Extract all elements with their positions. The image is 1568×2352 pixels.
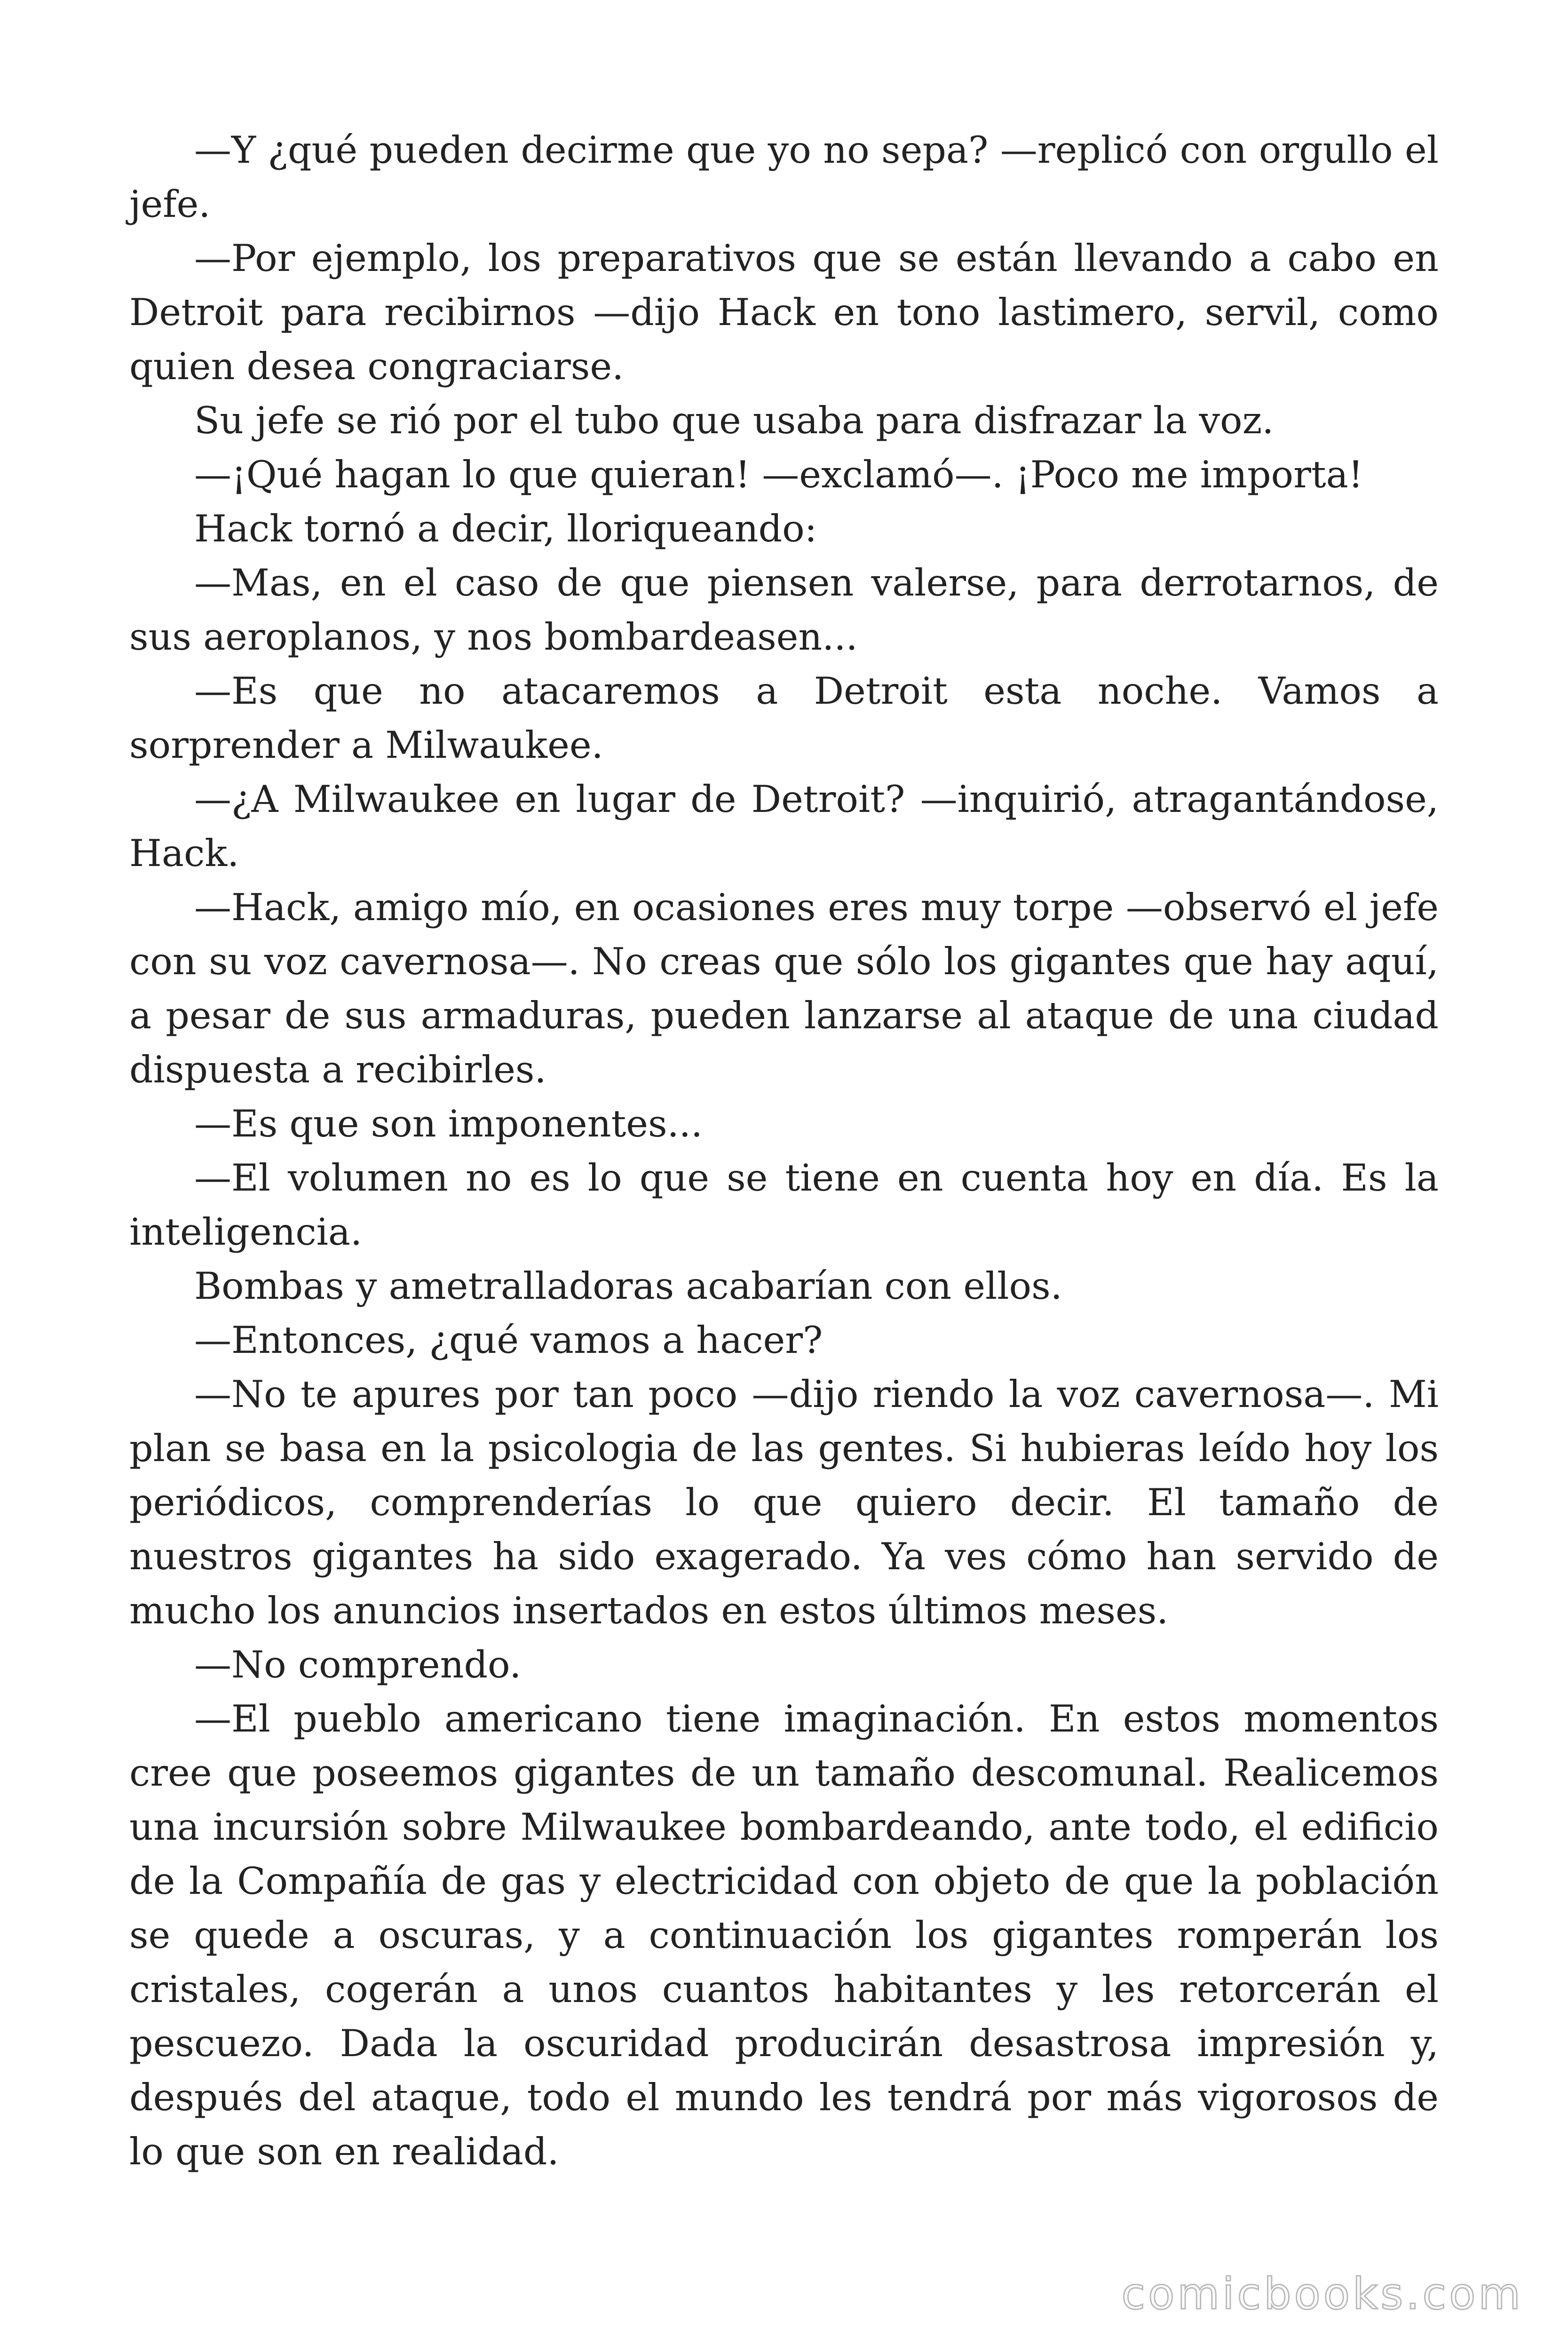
paragraph: —Es que no atacaremos a Detroit esta noche. Vamos a sorprender a Milwaukee. xyxy=(129,669,1439,767)
paragraph: —Es que son imponentes... xyxy=(194,1102,703,1145)
paragraph: —Mas, en el caso de que piensen valerse, para derrotarnos, de sus aeroplanos, y nos bombardeasen... xyxy=(129,561,1439,659)
page-text xyxy=(129,123,1439,2179)
paragraph: —No te apures por tan poco —dijo riendo la voz cavernosa—. Mi plan se basa en la psicologia de las gentes. Si hubieras leído hoy los periódicos, comprenderías lo que quiero decir. El tamaño de nuestros gigantes ha sido exagerado. Ya ves cómo han servido de mucho los anuncios insertados en estos últimos meses. xyxy=(129,1373,1439,1632)
paragraph: —Hack, amigo mío, en ocasiones eres muy torpe —observó el jefe con su voz cavernosa—. No creas que sólo los gigantes que hay aquí, a pesar de sus armaduras, pueden lanzarse al ataque de una ciudad dispuesta a recibirles. xyxy=(129,886,1439,1091)
paragraph: Bombas y ametralladoras acabarían con ellos. xyxy=(194,1264,1062,1308)
paragraph: —¿A Milwaukee en lugar de Detroit? —inquirió, atragantándose, Hack. xyxy=(129,778,1439,875)
paragraph: —Por ejemplo, los preparativos que se están llevando a cabo en Detroit para recibirnos —dijo Hack en tono lastimero, servil, como quien desea congraciarse. xyxy=(129,237,1439,388)
watermark: comicbooks.com xyxy=(1121,2269,1523,2319)
paragraph: —El pueblo americano tiene imaginación. En estos momentos cree que poseemos gigantes de un tamaño descomunal. Realicemos una incursión sobre Milwaukee bombardeando, ante todo, el edificio de la Compañía de gas y electricidad con objeto de que la población se quede a oscuras, y a continuación los gigantes romperán los cristales, cogerán a unos cuantos habitantes y les retorcerán el pescuezo. Dada la oscuridad producirán desastrosa impresión y, después del ataque, todo el mundo les tendrá por más vigorosos de lo que son en realidad. xyxy=(129,1697,1439,2173)
paragraph: —No comprendo. xyxy=(194,1643,522,1686)
paragraph: Hack tornó a decir, lloriqueando: xyxy=(194,507,817,550)
paragraph: —Entonces, ¿qué vamos a hacer? xyxy=(194,1319,823,1362)
paragraph: Su jefe se rió por el tubo que usaba para disfrazar la voz. xyxy=(194,399,1274,442)
paragraph: —¡Qué hagan lo que quieran! —exclamó—. ¡Poco me importa! xyxy=(194,453,1363,496)
paragraph: —Y ¿qué pueden decirme que yo no sepa? —replicó con orgullo el jefe. xyxy=(129,128,1439,226)
paragraph: —El volumen no es lo que se tiene en cuenta hoy en día. Es la inteligencia. xyxy=(129,1156,1439,1254)
